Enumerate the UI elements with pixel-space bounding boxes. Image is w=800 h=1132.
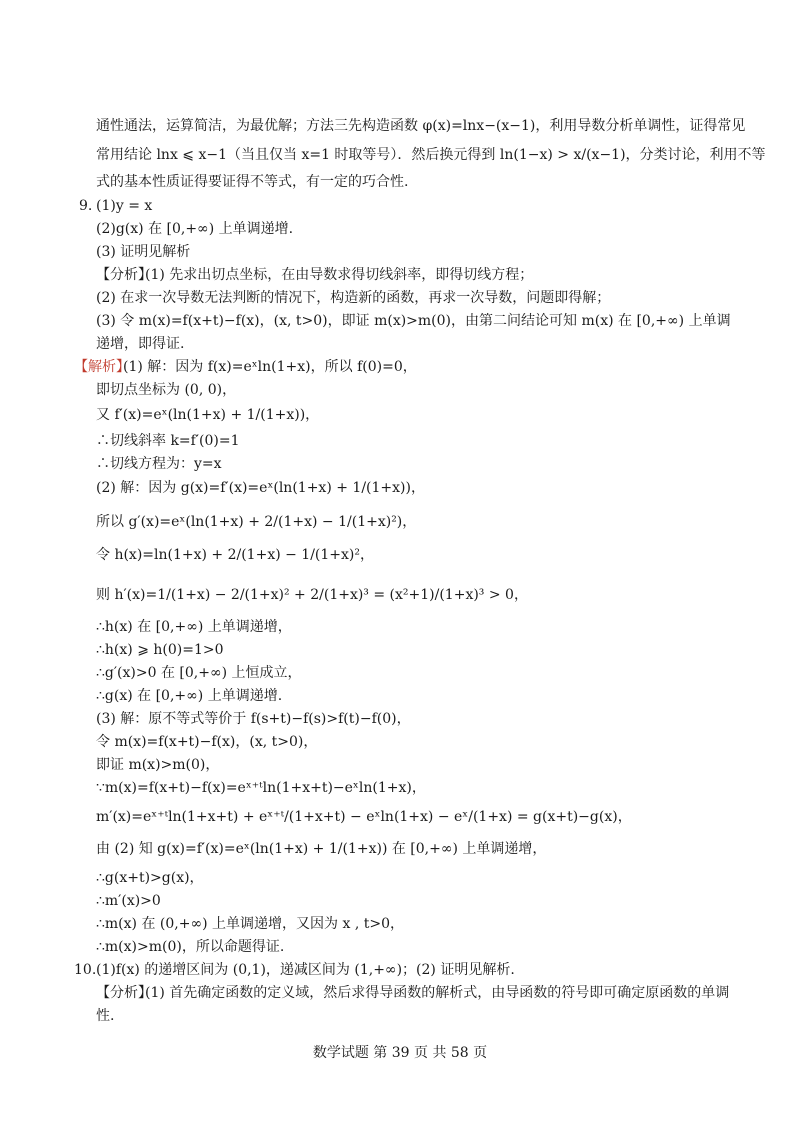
q9-solution-line: (2) 解：因为 g(x)=f′(x)=eˣ(ln(1+x) + 1/(1+x))， [96, 480, 425, 496]
q9-answer: (2)g(x) 在 [0,+∞) 上单调递增. [96, 221, 294, 237]
q10-analysis-line: 性. [96, 1008, 115, 1024]
q9-solution-line: (3) 解：原不等式等价于 f(s+t)−f(s)>f(t)−f(0)， [96, 711, 411, 727]
q9-analysis-line: 递增，即得证. [96, 336, 185, 352]
q9-analysis-line: (3) 令 m(x)=f(x+t)−f(x)，(x, t>0)，即证 m(x)>m(0)，由第二问结论可知 m(x) 在 [0,+∞) 上单调 [96, 313, 731, 329]
intro-line: 常用结论 lnx ⩽ x−1（当且仅当 x=1 时取等号）．然后换元得到 ln(1−x) > x/(x−1)，分类讨论，利用不等 [96, 147, 766, 163]
q9-solution-line: 则 h′(x)=1/(1+x) − 2/(1+x)² + 2/(1+x)³ = (x²+1)/(1+x)³ > 0， [96, 587, 528, 603]
q9-solution-line: 即切点坐标为 (0, 0)， [96, 382, 237, 398]
q10-answer: (1)f(x) 的递增区间为 (0,1)，递减区间为 (1,+∞)；(2) 证明见解析. [96, 962, 515, 978]
q9-solution-line: ∴切线斜率 k=f′(0)=1 [96, 433, 240, 449]
q9-solution-line: ∴g′(x)>0 在 [0,+∞) 上恒成立， [96, 665, 302, 681]
q9-solution-label: 【解析】 [74, 359, 130, 375]
q9-solution-line: 令 h(x)=ln(1+x) + 2/(1+x) − 1/(1+x)²， [96, 547, 375, 563]
q9-solution-line: 即证 m(x)>m(0)， [96, 757, 220, 773]
q9-solution-line: ∴h(x) ⩾ h(0)=1>0 [96, 642, 224, 658]
intro-line: 式的基本性质证得要证得不等式，有一定的巧合性. [96, 174, 409, 190]
q9-solution-line: ∴m(x)>m(0)，所以命题得证. [96, 939, 285, 955]
q9-analysis-line: (2) 在求一次导数无法判断的情况下，构造新的函数，再求一次导数，问题即得解； [96, 290, 611, 306]
page-footer: 数学试题 第 39 页 共 58 页 [312, 1045, 488, 1061]
q9-solution-line: ∵m(x)=f(x+t)−f(x)=eˣ⁺ᵗln(1+x+t)−eˣln(1+x)， [96, 780, 426, 796]
q9-number: 9. [79, 198, 93, 214]
q9-solution-line: ∴h(x) 在 [0,+∞) 上单调递增， [96, 619, 292, 635]
q9-solution-line: ∴g(x) 在 [0,+∞) 上单调递增. [96, 688, 283, 704]
q10-analysis-label: 【分析】 [96, 985, 152, 1001]
q9-analysis-label: 【分析】 [96, 267, 152, 283]
q9-analysis-line: (1) 先求出切点坐标，在由导数求得切线斜率，即得切线方程； [145, 267, 534, 283]
q9-solution-line: m′(x)=eˣ⁺ᵗln(1+x+t) + eˣ⁺ᵗ/(1+x+t) − eˣln(1+x) − eˣ/(1+x) = g(x+t)−g(x)， [96, 809, 632, 825]
q9-answer: (1)y = x [96, 198, 153, 214]
q9-solution-line: ∴m′(x)>0 [96, 893, 161, 909]
q9-answer: (3) 证明见解析 [96, 244, 191, 260]
q9-solution-line: (1) 解：因为 f(x)=eˣln(1+x)，所以 f(0)=0， [123, 359, 417, 375]
q9-solution-line: ∴切线方程为：y=x [96, 456, 222, 472]
q9-solution-line: 又 f′(x)=eˣ(ln(1+x) + 1/(1+x))， [96, 407, 320, 423]
q9-solution-line: 所以 g′(x)=eˣ(ln(1+x) + 2/(1+x) − 1/(1+x)²)， [96, 514, 417, 530]
q10-number: 10. [74, 962, 97, 978]
q10-analysis-line: (1) 首先确定函数的定义域，然后求得导函数的解析式，由导函数的符号即可确定原函数的单调 [145, 985, 730, 1001]
q9-solution-line: ∴g(x+t)>g(x)， [96, 870, 204, 886]
q9-solution-line: 令 m(x)=f(x+t)−f(x)，(x, t>0)， [96, 734, 318, 750]
intro-line: 通性通法，运算简洁，为最优解；方法三先构造函数 φ(x)=lnx−(x−1)，利用导数分析单调性，证得常见 [96, 118, 746, 134]
q9-solution-line: 由 (2) 知 g(x)=f′(x)=eˣ(ln(1+x) + 1/(1+x)) 在 [0,+∞) 上单调递增， [96, 841, 547, 857]
q9-solution-line: ∴m(x) 在 (0,+∞) 上单调递增，又因为 x , t>0， [96, 916, 404, 932]
